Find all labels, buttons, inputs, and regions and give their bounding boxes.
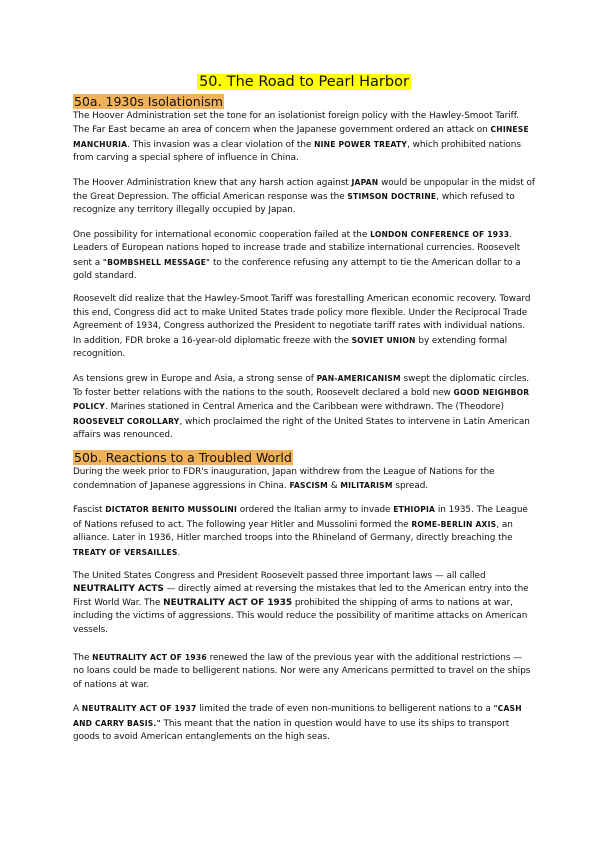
key-term: PAN-AMERICANISM bbox=[316, 373, 401, 383]
section-heading-troubled-world: 50b. Reactions to a Troubled World bbox=[74, 449, 292, 465]
key-term: STIMSON DOCTRINE bbox=[347, 192, 437, 202]
paragraph: Roosevelt did realize that the Hawley-Smoot Tariff was forestalling American economic recovery. Toward this end, Congress did act to make United States trade policy more flexible. Under the Reciprocal Trade Agreement of 1934, Congress authorized the President to negotiate tariff rates with individual nations. In addition, FDR broke a 16-year-old diplomatic freeze with the SOVIET UNION by extending formal recognition. bbox=[73, 294, 531, 360]
paragraph: As tensions grew in Europe and Asia, a strong sense of PAN-AMERICANISM swept the diplomatic circles. To foster better relations with the nations to the south, Roosevelt declared a bold new GOOD NEIGHBOR POLICY. Marines stationed in Central America and the Caribbean were withdrawn. The (Theodore) ROOSEVELT COROLLARY, which proclaimed the right of the United States to intervene in Latin American affairs was renounced. bbox=[73, 373, 530, 441]
paragraph: A NEUTRALITY ACT OF 1937 limited the trade of even non-munitions to belligerent nations to a "CASH AND CARRY BASIS." This meant that the nation in question would have to use its ships to transport goods to avoid American entanglements on the high seas. bbox=[73, 704, 522, 743]
paragraph: The Hoover Administration set the tone for an isolationist foreign policy with the Hawley-Smoot Tariff. The Far East became an area of concern when the Japanese government ordered an attack on CHINESE MANCHURIA. This invasion was a clear violation of the NINE POWER TREATY, which prohibited nations from carving a special sphere of influence in China. bbox=[73, 111, 529, 164]
key-term: TREATY OF VERSAILLES bbox=[73, 547, 178, 557]
key-term: "BOMBSHELL MESSAGE" bbox=[102, 257, 211, 267]
document-page bbox=[73, 72, 535, 744]
key-term: LONDON CONFERENCE OF 1933 bbox=[370, 229, 510, 239]
paragraph: One possibility for international economic cooperation failed at the LONDON CONFERENCE OF 1933. Leaders of European nations hoped to increase trade and stabilize international currencies. Roosevelt sent a "BOMBSHELL MESSAGE" to the conference refusing any attempt to tie the American dollar to a gold standard. bbox=[73, 229, 521, 282]
section-heading-isolationism: 50a. 1930s Isolationism bbox=[74, 94, 223, 109]
key-term: DICTATOR BENITO MUSSOLINI bbox=[105, 505, 237, 515]
key-term: ROME-BERLIN AXIS bbox=[411, 519, 497, 529]
key-term: GOOD NEIGHBOR POLICY bbox=[73, 387, 530, 412]
paragraph: The United States Congress and President Roosevelt passed three important laws — all called NEUTRALITY ACTS — directly aimed at reversing the mistakes that led to the American entry into the First World War. The NEUTRALITY ACT OF 1935 prohibited the shipping of arms to nations at war, including the victims of aggressions. This would reduce the possibility of maritime attacks on American vessels. bbox=[73, 570, 529, 635]
paragraph: The NEUTRALITY ACT OF 1936 renewed the law of the previous year with the additional restrictions — no loans could be made to belligerent nations. Nor were any Americans permitted to travel on the ships of nations at war. bbox=[73, 653, 531, 690]
page-title: 50. The Road to Pearl Harbor bbox=[199, 74, 409, 90]
key-term: NEUTRALITY ACT OF 1935 bbox=[163, 597, 293, 608]
key-term: SOVIET UNION bbox=[351, 335, 416, 345]
key-term: FASCISM bbox=[289, 480, 328, 490]
key-term: NEUTRALITY ACTS bbox=[73, 584, 164, 595]
key-term: "CASH AND CARRY BASIS." bbox=[73, 704, 522, 728]
key-term: NINE POWER TREATY bbox=[314, 139, 408, 149]
key-term: ETHIOPIA bbox=[393, 505, 436, 515]
key-term: NEUTRALITY ACT OF 1936 bbox=[92, 653, 207, 662]
key-term: ROOSEVELT COROLLARY bbox=[73, 416, 180, 426]
key-term: NEUTRALITY ACT OF 1937 bbox=[81, 704, 197, 714]
key-term: MILITARISM bbox=[340, 480, 393, 490]
paragraph: Fascist DICTATOR BENITO MUSSOLINI ordered the Italian army to invade ETHIOPIA in 1935. The League of Nations refused to act. The following year Hitler and Mussolini formed the ROME-BERLIN AXIS, an alliance. Later in 1936, Hitler marched troops into the Rhineland of Germany, directly breaching the TREATY OF VERSAILLES. bbox=[73, 505, 528, 558]
paragraph: During the week prior to FDR's inauguration, Japan withdrew from the League of Nations for the condemnation of Japanese aggressions in China. FASCISM & MILITARISM spread. bbox=[73, 466, 495, 491]
key-term: CHINESE MANCHURIA bbox=[73, 125, 529, 149]
paragraph: The Hoover Administration knew that any harsh action against JAPAN would be unpopular in the midst of the Great Depression. The official American response was the STIMSON DOCTRINE, which refused to recognize any territory illegally occupied by Japan. bbox=[73, 177, 535, 216]
key-term: JAPAN bbox=[351, 177, 379, 187]
